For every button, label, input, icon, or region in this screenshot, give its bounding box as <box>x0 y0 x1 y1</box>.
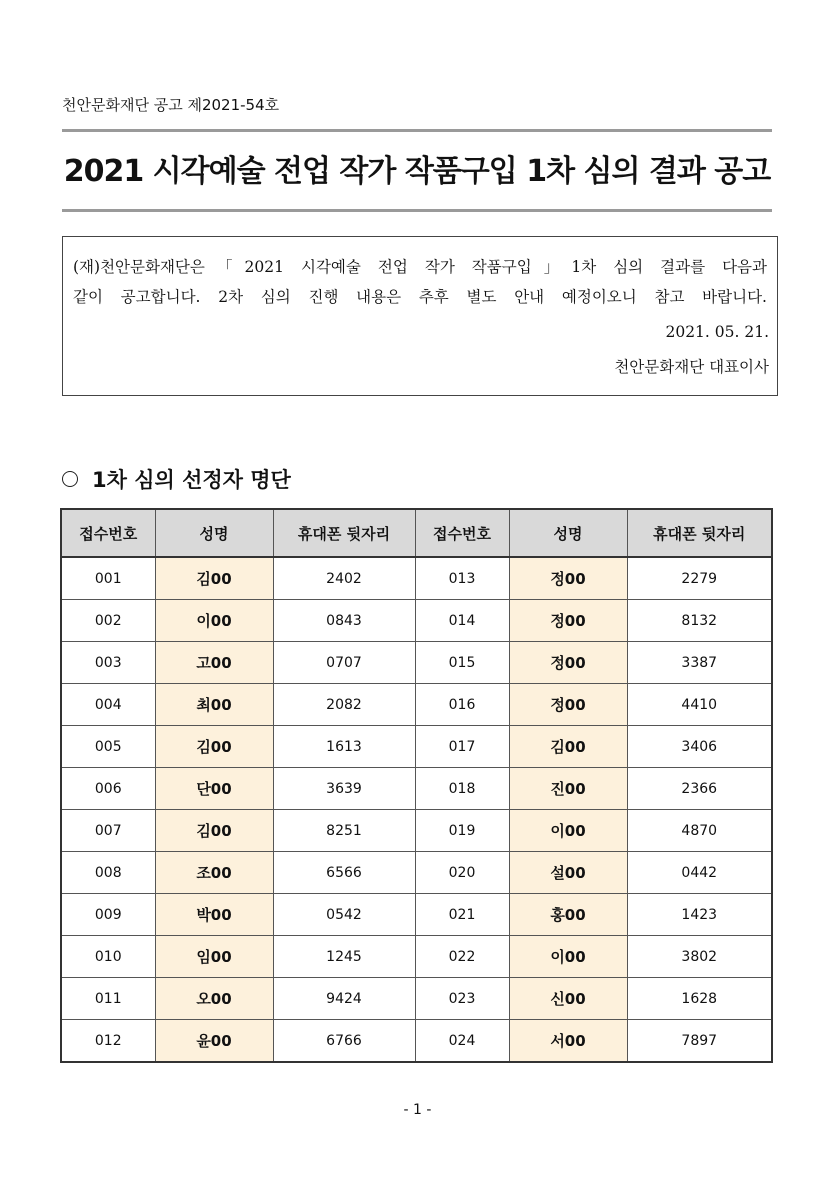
phone-suffix-cell: 1613 <box>273 726 415 768</box>
table-row <box>61 768 772 810</box>
notice-date: 2021. 05. 21. <box>665 323 769 341</box>
name-cell: 설00 <box>509 852 627 894</box>
table-row <box>61 642 772 684</box>
table-row <box>61 726 772 768</box>
phone-suffix-cell: 2366 <box>627 768 772 810</box>
receipt-number-cell: 017 <box>415 726 509 768</box>
name-cell: 서00 <box>509 1020 627 1063</box>
table-row <box>61 600 772 642</box>
table-row <box>61 936 772 978</box>
section-title: 1차 심의 선정자 명단 <box>92 468 291 492</box>
name-cell: 정00 <box>509 600 627 642</box>
header-cell: 성명 <box>509 509 627 557</box>
phone-suffix-cell: 8251 <box>273 810 415 852</box>
receipt-number-cell: 010 <box>61 936 155 978</box>
receipt-number-cell: 006 <box>61 768 155 810</box>
table-row <box>61 1020 772 1063</box>
phone-suffix-cell: 0843 <box>273 600 415 642</box>
table-row <box>61 684 772 726</box>
phone-suffix-cell: 0542 <box>273 894 415 936</box>
notice-text-line-1: (재)천안문화재단은「2021 시각예술 전업 작가 작품구입」1차 심의 결과를 다음과 <box>73 258 767 276</box>
receipt-number-cell: 019 <box>415 810 509 852</box>
name-cell: 김00 <box>509 726 627 768</box>
name-cell: 조00 <box>155 852 273 894</box>
phone-suffix-cell: 6566 <box>273 852 415 894</box>
name-cell: 정00 <box>509 684 627 726</box>
receipt-number-cell: 005 <box>61 726 155 768</box>
phone-suffix-cell: 1628 <box>627 978 772 1020</box>
header-cell: 휴대폰 뒷자리 <box>627 509 772 557</box>
phone-suffix-cell: 1423 <box>627 894 772 936</box>
notice-box <box>62 236 778 396</box>
receipt-number-cell: 023 <box>415 978 509 1020</box>
receipt-number-cell: 007 <box>61 810 155 852</box>
page-title: 2021 시각예술 전업 작가 작품구입 1차 심의 결과 공고 <box>63 154 771 189</box>
table-row <box>61 978 772 1020</box>
circle-bullet-icon <box>62 471 78 487</box>
name-cell: 박00 <box>155 894 273 936</box>
notice-signer: 천안문화재단 대표이사 <box>614 358 769 376</box>
name-cell: 홍00 <box>509 894 627 936</box>
phone-suffix-cell: 6766 <box>273 1020 415 1063</box>
name-cell: 단00 <box>155 768 273 810</box>
receipt-number-cell: 012 <box>61 1020 155 1063</box>
name-cell: 최00 <box>155 684 273 726</box>
name-cell: 고00 <box>155 642 273 684</box>
phone-suffix-cell: 3406 <box>627 726 772 768</box>
notice-text-line-2: 같이 공고합니다. 2차 심의 진행 내용은 추후 별도 안내 예정이오니 참고 바랍니다. <box>73 288 767 306</box>
name-cell: 진00 <box>509 768 627 810</box>
name-cell: 김00 <box>155 726 273 768</box>
phone-suffix-cell: 0442 <box>627 852 772 894</box>
receipt-number-cell: 022 <box>415 936 509 978</box>
phone-suffix-cell: 3639 <box>273 768 415 810</box>
phone-suffix-cell: 4870 <box>627 810 772 852</box>
phone-suffix-cell: 7897 <box>627 1020 772 1063</box>
page-number: - 1 - <box>403 1102 432 1118</box>
phone-suffix-cell: 8132 <box>627 600 772 642</box>
receipt-number-cell: 021 <box>415 894 509 936</box>
name-cell: 윤00 <box>155 1020 273 1063</box>
table-row <box>61 852 772 894</box>
phone-suffix-cell: 2082 <box>273 684 415 726</box>
phone-suffix-cell: 2402 <box>273 557 415 600</box>
receipt-number-cell: 015 <box>415 642 509 684</box>
section-heading <box>62 464 291 494</box>
name-cell: 정00 <box>509 557 627 600</box>
name-cell: 오00 <box>155 978 273 1020</box>
title-top-rule <box>62 129 772 132</box>
header-cell: 접수번호 <box>415 509 509 557</box>
name-cell: 이00 <box>509 810 627 852</box>
receipt-number-cell: 020 <box>415 852 509 894</box>
phone-suffix-cell: 4410 <box>627 684 772 726</box>
receipt-number-cell: 014 <box>415 600 509 642</box>
receipt-number-cell: 024 <box>415 1020 509 1063</box>
table-row <box>61 810 772 852</box>
name-cell: 정00 <box>509 642 627 684</box>
header-cell: 접수번호 <box>61 509 155 557</box>
phone-suffix-cell: 3387 <box>627 642 772 684</box>
receipt-number-cell: 004 <box>61 684 155 726</box>
receipt-number-cell: 008 <box>61 852 155 894</box>
table-row <box>61 557 772 600</box>
header-cell: 성명 <box>155 509 273 557</box>
receipt-number-cell: 016 <box>415 684 509 726</box>
name-cell: 신00 <box>509 978 627 1020</box>
receipt-number-cell: 018 <box>415 768 509 810</box>
name-cell: 김00 <box>155 557 273 600</box>
receipt-number-cell: 001 <box>61 557 155 600</box>
receipt-number-cell: 013 <box>415 557 509 600</box>
notice-number: 천안문화재단 공고 제2021-54호 <box>62 96 280 114</box>
table-header-row <box>61 509 772 557</box>
phone-suffix-cell: 2279 <box>627 557 772 600</box>
selection-roster-table <box>60 508 773 1063</box>
table-row <box>61 894 772 936</box>
name-cell: 임00 <box>155 936 273 978</box>
receipt-number-cell: 011 <box>61 978 155 1020</box>
phone-suffix-cell: 9424 <box>273 978 415 1020</box>
title-bottom-rule <box>62 209 772 212</box>
receipt-number-cell: 003 <box>61 642 155 684</box>
receipt-number-cell: 002 <box>61 600 155 642</box>
phone-suffix-cell: 1245 <box>273 936 415 978</box>
phone-suffix-cell: 3802 <box>627 936 772 978</box>
receipt-number-cell: 009 <box>61 894 155 936</box>
name-cell: 이00 <box>155 600 273 642</box>
name-cell: 김00 <box>155 810 273 852</box>
phone-suffix-cell: 0707 <box>273 642 415 684</box>
name-cell: 이00 <box>509 936 627 978</box>
header-cell: 휴대폰 뒷자리 <box>273 509 415 557</box>
